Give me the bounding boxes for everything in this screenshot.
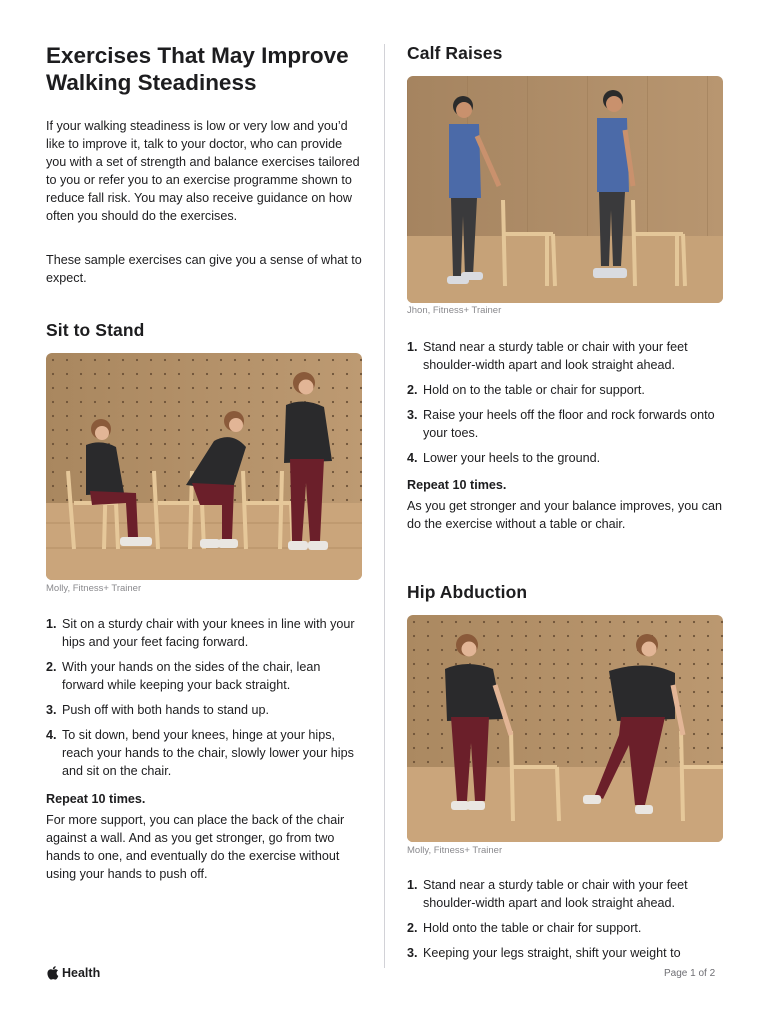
sit-to-stand-repeat: Repeat 10 times.: [46, 792, 146, 806]
step-number: 4.: [46, 728, 57, 742]
calf-raises-repeat: Repeat 10 times.: [407, 478, 507, 492]
hip-abduction-caption: Molly, Fitness+ Trainer: [407, 845, 503, 856]
intro-paragraph-1: If your walking steadiness is low or very low and you’d like to improve it, talk to your doctor, who can provide you with a set of strength and balance exercises tailored to you or refer you to an exercise programme shown to reduce fall risk. You may also receive guidance on how often you should do the exercises.: [46, 119, 360, 223]
hip-abduction-title: Hip Abduction: [407, 582, 528, 602]
sit-to-stand-steps: [46, 615, 362, 787]
footer-brand-label: Health: [62, 965, 101, 980]
step-text: Lower your heels to the ground.: [423, 451, 601, 465]
step-item: [407, 338, 723, 374]
step-text: Sit on a sturdy chair with your knees in line with your hips and your feet facing forward.: [62, 617, 355, 649]
step-text: Hold on to the table or chair for support.: [423, 383, 645, 397]
step-number: 1.: [407, 878, 418, 892]
step-text: Stand near a sturdy table or chair with your feet shoulder-width apart and look straight ahead.: [423, 878, 688, 910]
sit-to-stand-note: For more support, you can place the back of the chair against a wall. And as you get stronger, go from two hands to one, and eventually do the exercise without using your hands to push off.: [46, 813, 345, 881]
step-item: [407, 876, 723, 912]
step-item: [407, 406, 723, 442]
calf-raises-illustration: [407, 76, 723, 303]
calf-raises-caption: Jhon, Fitness+ Trainer: [407, 305, 502, 316]
hip-abduction-photo: [407, 615, 723, 842]
calf-raises-title: Calf Raises: [407, 43, 503, 63]
step-item: [407, 381, 723, 399]
step-item: [46, 658, 362, 694]
step-text: Keeping your legs straight, shift your weight to: [423, 946, 681, 960]
step-item: [407, 919, 723, 937]
step-text: Stand near a sturdy table or chair with your feet shoulder-width apart and look straight ahead.: [423, 340, 688, 372]
sit-to-stand-illustration: [46, 353, 362, 580]
step-number: 3.: [407, 946, 418, 960]
column-divider: [384, 44, 385, 968]
step-item: [46, 615, 362, 651]
step-text: With your hands on the sides of the chair, lean forward while keeping your back straight.: [62, 660, 321, 692]
calf-raises-photo: [407, 76, 723, 303]
step-text: To sit down, bend your knees, hinge at your hips, reach your hands to the chair, slowly lower your hips and sit on the chair.: [62, 728, 354, 778]
step-number: 2.: [407, 383, 418, 397]
step-number: 4.: [407, 451, 418, 465]
sit-to-stand-photo: [46, 353, 362, 580]
step-number: 1.: [46, 617, 57, 631]
sit-to-stand-caption: Molly, Fitness+ Trainer: [46, 583, 142, 594]
calf-raises-note: As you get stronger and your balance improves, you can do the exercise without a table or chair.: [407, 499, 723, 531]
step-item: [46, 726, 362, 780]
footer-brand: [46, 965, 100, 980]
step-item: [407, 449, 723, 467]
step-text: Push off with both hands to stand up.: [62, 703, 270, 717]
step-text: Raise your heels off the floor and rock forwards onto your toes.: [423, 408, 715, 440]
hip-abduction-illustration: [407, 615, 723, 842]
step-item: [407, 944, 723, 962]
step-number: 2.: [46, 660, 57, 674]
step-item: [46, 701, 362, 719]
page-title: Exercises That May Improve Walking Steadiness: [46, 43, 349, 95]
sit-to-stand-title: Sit to Stand: [46, 320, 145, 340]
step-number: 1.: [407, 340, 418, 354]
hip-abduction-steps: [407, 876, 723, 969]
page-number: Page 1 of 2: [664, 968, 716, 979]
intro-paragraph-2: These sample exercises can give you a sense of what to expect.: [46, 253, 362, 285]
apple-logo-icon: [46, 965, 59, 980]
calf-raises-steps: [407, 338, 723, 474]
step-number: 2.: [407, 921, 418, 935]
step-number: 3.: [407, 408, 418, 422]
step-number: 3.: [46, 703, 57, 717]
step-text: Hold onto the table or chair for support.: [423, 921, 642, 935]
